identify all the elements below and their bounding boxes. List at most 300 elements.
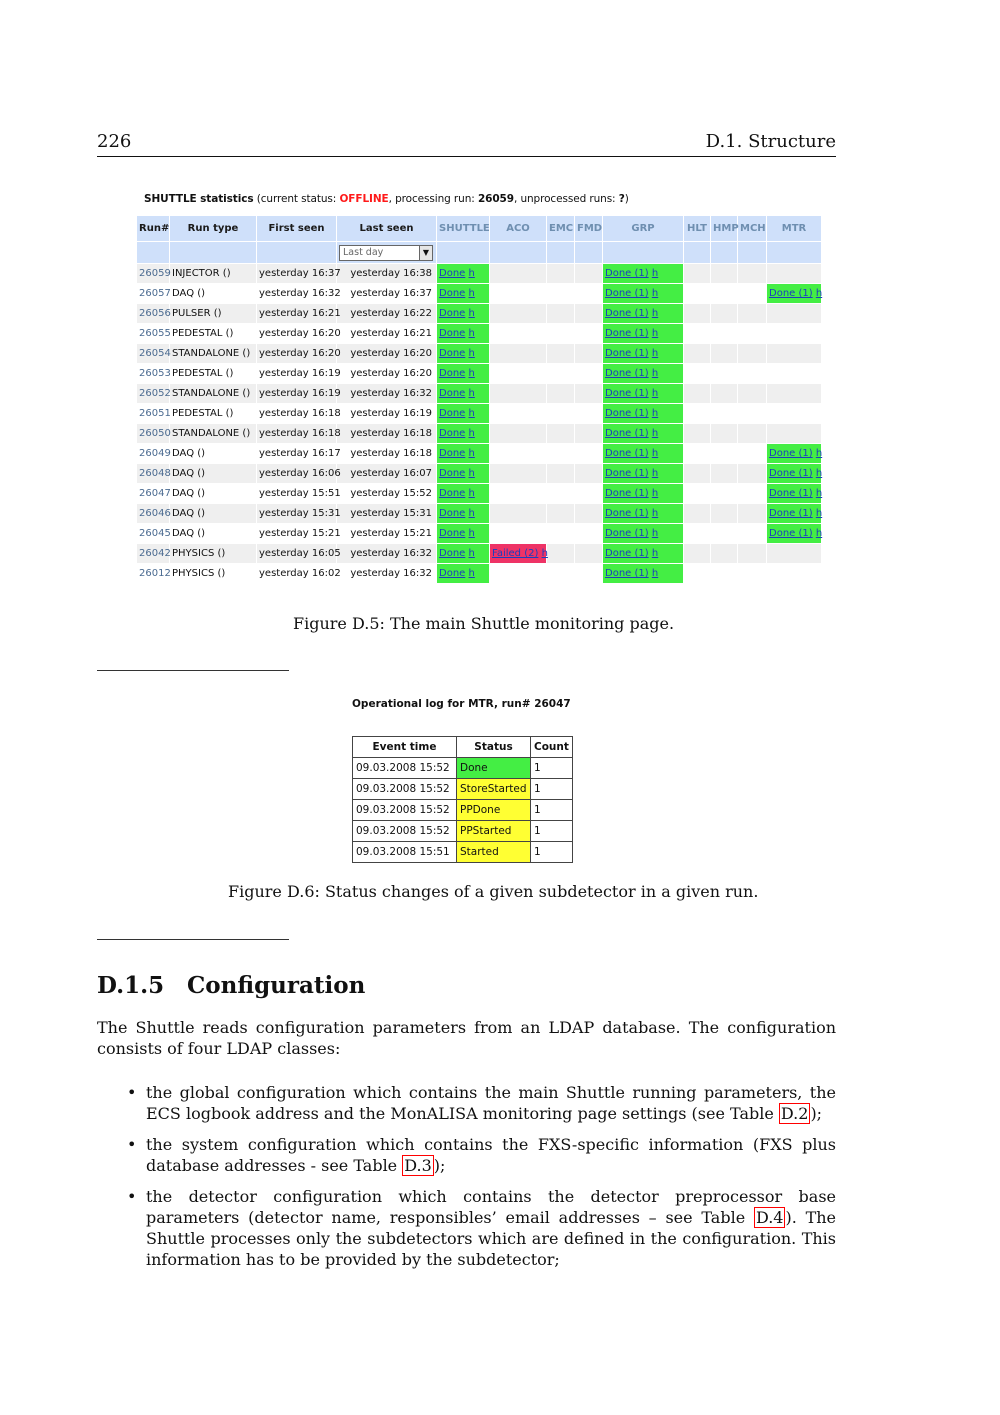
- table-cell: [575, 304, 603, 324]
- status-link[interactable]: Done: [439, 508, 466, 519]
- table-cell: [767, 404, 822, 424]
- run-number[interactable]: 26053: [137, 364, 170, 384]
- column-header[interactable]: Run type: [170, 216, 257, 242]
- status-link[interactable]: Done: [439, 348, 466, 359]
- last-seen-filter-select[interactable]: [339, 245, 433, 261]
- last-seen: yesterday 16:22: [337, 304, 437, 324]
- table-cell: [603, 324, 684, 344]
- table-cell: [547, 444, 575, 464]
- history-link[interactable]: h: [468, 508, 475, 519]
- table-cell: [603, 344, 684, 364]
- table-cell: [684, 524, 711, 544]
- separator-rule: [97, 939, 289, 940]
- table-cell: [684, 324, 711, 344]
- table-cell: [437, 264, 490, 284]
- status-link[interactable]: Done: [439, 328, 466, 339]
- status-link[interactable]: Done: [439, 368, 466, 379]
- column-header: Count: [531, 737, 573, 758]
- table-cell: [490, 344, 547, 364]
- table-cell: [437, 564, 490, 584]
- history-link[interactable]: h: [815, 448, 823, 459]
- history-link[interactable]: h: [468, 548, 475, 559]
- status-link[interactable]: Done (1): [605, 308, 649, 319]
- column-header[interactable]: First seen: [257, 216, 337, 242]
- column-header[interactable]: HMP: [711, 216, 738, 242]
- table-cell: [437, 524, 490, 544]
- table-cell: [490, 404, 547, 424]
- status-link[interactable]: Done: [439, 308, 466, 319]
- last-seen: yesterday 16:18: [337, 424, 437, 444]
- last-seen: yesterday 16:37: [337, 284, 437, 304]
- status-link[interactable]: Done (1): [769, 488, 813, 499]
- last-seen: yesterday 15:52: [337, 484, 437, 504]
- run-number[interactable]: 26055: [137, 324, 170, 344]
- table-cell: [547, 344, 575, 364]
- first-seen: yesterday 16:18: [257, 404, 337, 424]
- history-link[interactable]: h: [651, 368, 659, 379]
- table-cell: [684, 364, 711, 384]
- table-cell: [684, 484, 711, 504]
- table-cell: [437, 504, 490, 524]
- table-cell: [711, 324, 738, 344]
- table-cell: [575, 504, 603, 524]
- run-type: DAQ (): [170, 504, 257, 524]
- table-cell: [738, 344, 767, 364]
- history-link[interactable]: h: [468, 568, 475, 579]
- history-link[interactable]: h: [651, 468, 659, 479]
- first-seen: yesterday 16:32: [257, 284, 337, 304]
- table-row: [137, 304, 822, 324]
- table-row: [353, 842, 573, 863]
- operational-log-title: Operational log for MTR, run# 26047: [352, 698, 571, 710]
- column-header[interactable]: FMD: [575, 216, 603, 242]
- status-link[interactable]: Done: [439, 568, 466, 579]
- table-cell: [603, 424, 684, 444]
- operational-log-table: [352, 736, 573, 863]
- history-link[interactable]: h: [468, 448, 475, 459]
- history-link[interactable]: h: [651, 528, 659, 539]
- table-cell: [575, 324, 603, 344]
- table-cell: [547, 504, 575, 524]
- history-link[interactable]: h: [651, 328, 659, 339]
- table-reference-link[interactable]: D.4: [755, 1208, 784, 1227]
- table-cell: [684, 304, 711, 324]
- status-link[interactable]: Done (1): [605, 268, 649, 279]
- status-link[interactable]: Done (1): [605, 508, 649, 519]
- run-type: PHYSICS (): [170, 564, 257, 584]
- history-link[interactable]: h: [468, 288, 475, 299]
- status-link[interactable]: Done (1): [605, 328, 649, 339]
- status-link[interactable]: Done: [439, 448, 466, 459]
- run-type: PEDESTAL (): [170, 324, 257, 344]
- run-number[interactable]: 26048: [137, 464, 170, 484]
- list-item: [127, 1186, 836, 1270]
- list-item: [127, 1134, 836, 1176]
- history-link[interactable]: h: [651, 428, 659, 439]
- table-cell: [603, 264, 684, 284]
- history-link[interactable]: h: [468, 408, 475, 419]
- filter-row: [137, 242, 822, 264]
- log-time: 09.03.2008 15:52: [353, 779, 457, 800]
- table-cell: [575, 444, 603, 464]
- table-cell: [490, 544, 547, 564]
- run-type: STANDALONE (): [170, 344, 257, 364]
- separator-rule: [97, 670, 289, 671]
- table-cell: [711, 384, 738, 404]
- table-cell: [575, 564, 603, 584]
- table-cell: [767, 464, 822, 484]
- status-link[interactable]: Done: [439, 408, 466, 419]
- status-link[interactable]: Done: [439, 428, 466, 439]
- table-cell: [603, 304, 684, 324]
- history-link[interactable]: h: [468, 368, 475, 379]
- status-link[interactable]: Done (1): [605, 548, 649, 559]
- run-number[interactable]: 26056: [137, 304, 170, 324]
- status-link[interactable]: Done (1): [605, 388, 649, 399]
- table-cell: [437, 464, 490, 484]
- table-cell: [767, 384, 822, 404]
- status-link[interactable]: Done (1): [605, 288, 649, 299]
- table-row: [137, 524, 822, 544]
- table-cell: [547, 544, 575, 564]
- table-cell: [437, 304, 490, 324]
- table-cell: [547, 364, 575, 384]
- table-cell: [738, 524, 767, 544]
- status-link[interactable]: Failed (2): [492, 548, 539, 559]
- table-cell: [490, 564, 547, 584]
- table-cell: [490, 524, 547, 544]
- column-header[interactable]: MTR: [767, 216, 822, 242]
- table-cell: [767, 284, 822, 304]
- table-row: [137, 324, 822, 344]
- log-status: PPStarted: [457, 821, 531, 842]
- history-link[interactable]: h: [651, 548, 659, 559]
- history-link[interactable]: h: [468, 268, 475, 279]
- operational-log-figure: [352, 698, 573, 863]
- history-link[interactable]: h: [651, 268, 659, 279]
- table-row: [137, 484, 822, 504]
- run-type: PULSER (): [170, 304, 257, 324]
- table-cell: [603, 284, 684, 304]
- table-cell: [575, 264, 603, 284]
- history-link[interactable]: h: [468, 528, 475, 539]
- log-time: 09.03.2008 15:52: [353, 800, 457, 821]
- table-cell: [767, 504, 822, 524]
- table-cell: [767, 264, 822, 284]
- run-number[interactable]: 26045: [137, 524, 170, 544]
- status-link[interactable]: Done: [439, 468, 466, 479]
- status-link[interactable]: Done (1): [605, 528, 649, 539]
- status-link[interactable]: Done (1): [769, 508, 813, 519]
- log-status: Done: [457, 758, 531, 779]
- last-seen: yesterday 16:07: [337, 464, 437, 484]
- table-row: [353, 800, 573, 821]
- table-cell: [575, 284, 603, 304]
- table-cell: [575, 404, 603, 424]
- run-type: DAQ (): [170, 524, 257, 544]
- column-header[interactable]: MCH: [738, 216, 767, 242]
- history-link[interactable]: h: [468, 388, 475, 399]
- run-number[interactable]: 26050: [137, 424, 170, 444]
- history-link[interactable]: h: [541, 548, 548, 559]
- status-link[interactable]: Done (1): [769, 448, 813, 459]
- run-number[interactable]: 26051: [137, 404, 170, 424]
- status-link[interactable]: Done (1): [605, 408, 649, 419]
- section-heading: [97, 972, 365, 999]
- log-time: 09.03.2008 15:51: [353, 842, 457, 863]
- history-link[interactable]: h: [468, 348, 475, 359]
- table-reference-link[interactable]: D.3: [404, 1156, 432, 1175]
- history-link[interactable]: h: [468, 328, 475, 339]
- table-reference-link[interactable]: D.2: [780, 1104, 809, 1123]
- column-header[interactable]: EMC: [547, 216, 575, 242]
- table-cell: [738, 464, 767, 484]
- column-header[interactable]: Run#: [137, 216, 170, 242]
- run-number[interactable]: 26057: [137, 284, 170, 304]
- table-cell: [490, 264, 547, 284]
- last-seen: yesterday 16:20: [337, 344, 437, 364]
- table-cell: [490, 464, 547, 484]
- first-seen: yesterday 16:37: [257, 264, 337, 284]
- status-link[interactable]: Done: [439, 388, 466, 399]
- history-link[interactable]: h: [651, 508, 659, 519]
- bullet-icon: •: [127, 1135, 137, 1154]
- table-cell: [767, 364, 822, 384]
- table-cell: [711, 484, 738, 504]
- table-cell: [738, 324, 767, 344]
- table-cell: [738, 564, 767, 584]
- history-link[interactable]: h: [468, 468, 475, 479]
- table-cell: [738, 264, 767, 284]
- history-link[interactable]: h: [468, 308, 475, 319]
- log-count: 1: [531, 758, 573, 779]
- log-status: Started: [457, 842, 531, 863]
- table-cell: [711, 284, 738, 304]
- table-cell: [575, 384, 603, 404]
- table-cell: [547, 384, 575, 404]
- table-cell: [684, 424, 711, 444]
- status-link[interactable]: Done (1): [769, 468, 813, 479]
- run-type: STANDALONE (): [170, 424, 257, 444]
- table-cell: [711, 504, 738, 524]
- table-cell: [711, 264, 738, 284]
- intro-paragraph: The Shuttle reads configuration parameters from an LDAP database. The configuration consists of four LDAP classes:: [97, 1018, 836, 1058]
- history-link[interactable]: h: [815, 508, 823, 519]
- last-seen: yesterday 16:32: [337, 564, 437, 584]
- table-cell: [738, 364, 767, 384]
- table-cell: [437, 344, 490, 364]
- first-seen: yesterday 16:02: [257, 564, 337, 584]
- run-type: DAQ (): [170, 484, 257, 504]
- run-number[interactable]: 26046: [137, 504, 170, 524]
- table-cell: [547, 264, 575, 284]
- table-row: [137, 424, 822, 444]
- table-cell: [684, 284, 711, 304]
- table-cell: [711, 424, 738, 444]
- unprocessed-runs: ?: [618, 193, 625, 205]
- log-time: 09.03.2008 15:52: [353, 821, 457, 842]
- table-cell: [738, 484, 767, 504]
- table-cell: [575, 364, 603, 384]
- history-link[interactable]: h: [815, 468, 823, 479]
- last-seen-filter-cell: [337, 242, 437, 264]
- table-cell: [490, 384, 547, 404]
- table-cell: [547, 404, 575, 424]
- table-cell: [684, 384, 711, 404]
- table-row: [137, 344, 822, 364]
- first-seen: yesterday 16:18: [257, 424, 337, 444]
- first-seen: yesterday 15:51: [257, 484, 337, 504]
- table-cell: [603, 404, 684, 424]
- table-row: [137, 544, 822, 564]
- column-header[interactable]: GRP: [603, 216, 684, 242]
- table-row: [137, 404, 822, 424]
- table-cell: [738, 424, 767, 444]
- status-link[interactable]: Done: [439, 548, 466, 559]
- table-row: [137, 284, 822, 304]
- table-row: [137, 564, 822, 584]
- table-cell: [437, 424, 490, 444]
- status-link[interactable]: Done: [439, 488, 466, 499]
- column-header[interactable]: ACO: [490, 216, 547, 242]
- table-cell: [437, 544, 490, 564]
- log-count: 1: [531, 842, 573, 863]
- table-row: [137, 504, 822, 524]
- history-link[interactable]: h: [651, 288, 659, 299]
- history-link[interactable]: h: [651, 388, 659, 399]
- log-count: 1: [531, 779, 573, 800]
- run-number[interactable]: 26012: [137, 564, 170, 584]
- history-link[interactable]: h: [651, 408, 659, 419]
- table-row: [137, 444, 822, 464]
- table-cell: [767, 444, 822, 464]
- status-link[interactable]: Done (1): [769, 528, 813, 539]
- column-header: Event time: [353, 737, 457, 758]
- table-cell: [490, 284, 547, 304]
- run-number[interactable]: 26049: [137, 444, 170, 464]
- history-link[interactable]: h: [651, 348, 659, 359]
- run-type: PHYSICS (): [170, 544, 257, 564]
- first-seen: yesterday 16:20: [257, 344, 337, 364]
- table-cell: [603, 544, 684, 564]
- status-link[interactable]: Done (1): [605, 488, 649, 499]
- run-type: PEDESTAL (): [170, 364, 257, 384]
- status-link[interactable]: Done (1): [605, 468, 649, 479]
- history-link[interactable]: h: [815, 288, 823, 299]
- stats-text: , unprocessed runs:: [513, 193, 619, 205]
- table-row: [137, 264, 822, 284]
- last-seen: yesterday 16:32: [337, 384, 437, 404]
- last-seen: yesterday 15:31: [337, 504, 437, 524]
- last-seen: yesterday 15:21: [337, 524, 437, 544]
- last-seen: yesterday 16:21: [337, 324, 437, 344]
- table-cell: [547, 464, 575, 484]
- status-link[interactable]: Done (1): [605, 428, 649, 439]
- status-link[interactable]: Done (1): [605, 348, 649, 359]
- last-seen: yesterday 16:32: [337, 544, 437, 564]
- table-cell: [767, 324, 822, 344]
- table-cell: [490, 424, 547, 444]
- bullet-text: the global configuration which contains the main Shuttle running parameters, the ECS logbook address and the MonALISA monitoring page settings (see Table: [146, 1083, 836, 1123]
- run-type: INJECTOR (): [170, 264, 257, 284]
- run-type: PEDESTAL (): [170, 404, 257, 424]
- table-cell: [711, 544, 738, 564]
- history-link[interactable]: h: [815, 528, 823, 539]
- column-header[interactable]: Last seen: [337, 216, 437, 242]
- table-cell: [437, 284, 490, 304]
- table-cell: [437, 484, 490, 504]
- bullet-text: ). The Shuttle processes only the subdetectors which are defined in the configuration. This information has to be provided by the subdetector;: [146, 1208, 837, 1269]
- bullet-text: the system configuration which contains the FXS-specific information (FXS plus database addresses - see Table: [146, 1135, 836, 1175]
- table-cell: [684, 264, 711, 284]
- table-cell: [767, 544, 822, 564]
- section-title: Configuration: [187, 972, 366, 999]
- first-seen: yesterday 15:21: [257, 524, 337, 544]
- stats-text: (current status:: [253, 193, 340, 205]
- history-link[interactable]: h: [651, 308, 659, 319]
- history-link[interactable]: h: [468, 428, 475, 439]
- run-number[interactable]: 26054: [137, 344, 170, 364]
- table-cell: [711, 564, 738, 584]
- run-number[interactable]: 26047: [137, 484, 170, 504]
- table-cell: [547, 284, 575, 304]
- table-cell: [575, 464, 603, 484]
- status-link[interactable]: Done: [439, 528, 466, 539]
- table-header-row: [353, 737, 573, 758]
- stats-label: SHUTTLE statistics: [144, 193, 254, 205]
- table-cell: [738, 504, 767, 524]
- history-link[interactable]: h: [651, 448, 659, 459]
- history-link[interactable]: h: [651, 488, 659, 499]
- table-cell: [547, 324, 575, 344]
- figure-d6-caption: Figure D.6: Status changes of a given subdetector in a given run.: [228, 882, 759, 901]
- figure-d5-caption: Figure D.5: The main Shuttle monitoring page.: [293, 614, 675, 633]
- page-number: 226: [97, 131, 132, 152]
- column-header[interactable]: SHUTTLE: [437, 216, 490, 242]
- table-cell: [738, 304, 767, 324]
- status-link[interactable]: Done: [439, 268, 466, 279]
- running-section-title: D.1. Structure: [705, 131, 836, 152]
- table-cell: [575, 544, 603, 564]
- run-type: STANDALONE (): [170, 384, 257, 404]
- column-header[interactable]: HLT: [684, 216, 711, 242]
- table-cell: [684, 564, 711, 584]
- section-number: D.1.5: [97, 972, 165, 999]
- status-link[interactable]: Done: [439, 288, 466, 299]
- status-link[interactable]: Done (1): [605, 568, 649, 579]
- history-link[interactable]: h: [468, 488, 475, 499]
- status-link[interactable]: Done (1): [769, 288, 813, 299]
- table-cell: [684, 444, 711, 464]
- table-cell: [575, 344, 603, 364]
- dropdown-arrow-icon: ▼: [419, 246, 432, 260]
- last-seen: yesterday 16:38: [337, 264, 437, 284]
- log-count: 1: [531, 821, 573, 842]
- table-cell: [684, 344, 711, 364]
- history-link[interactable]: h: [815, 488, 823, 499]
- run-number[interactable]: 26042: [137, 544, 170, 564]
- table-cell: [603, 524, 684, 544]
- running-head: [97, 131, 836, 157]
- history-link[interactable]: h: [651, 568, 659, 579]
- table-cell: [684, 404, 711, 424]
- status-link[interactable]: Done (1): [605, 368, 649, 379]
- table-cell: [711, 444, 738, 464]
- run-number[interactable]: 26052: [137, 384, 170, 404]
- shuttle-statistics-figure: [136, 193, 823, 584]
- run-number[interactable]: 26059: [137, 264, 170, 284]
- status-link[interactable]: Done (1): [605, 448, 649, 459]
